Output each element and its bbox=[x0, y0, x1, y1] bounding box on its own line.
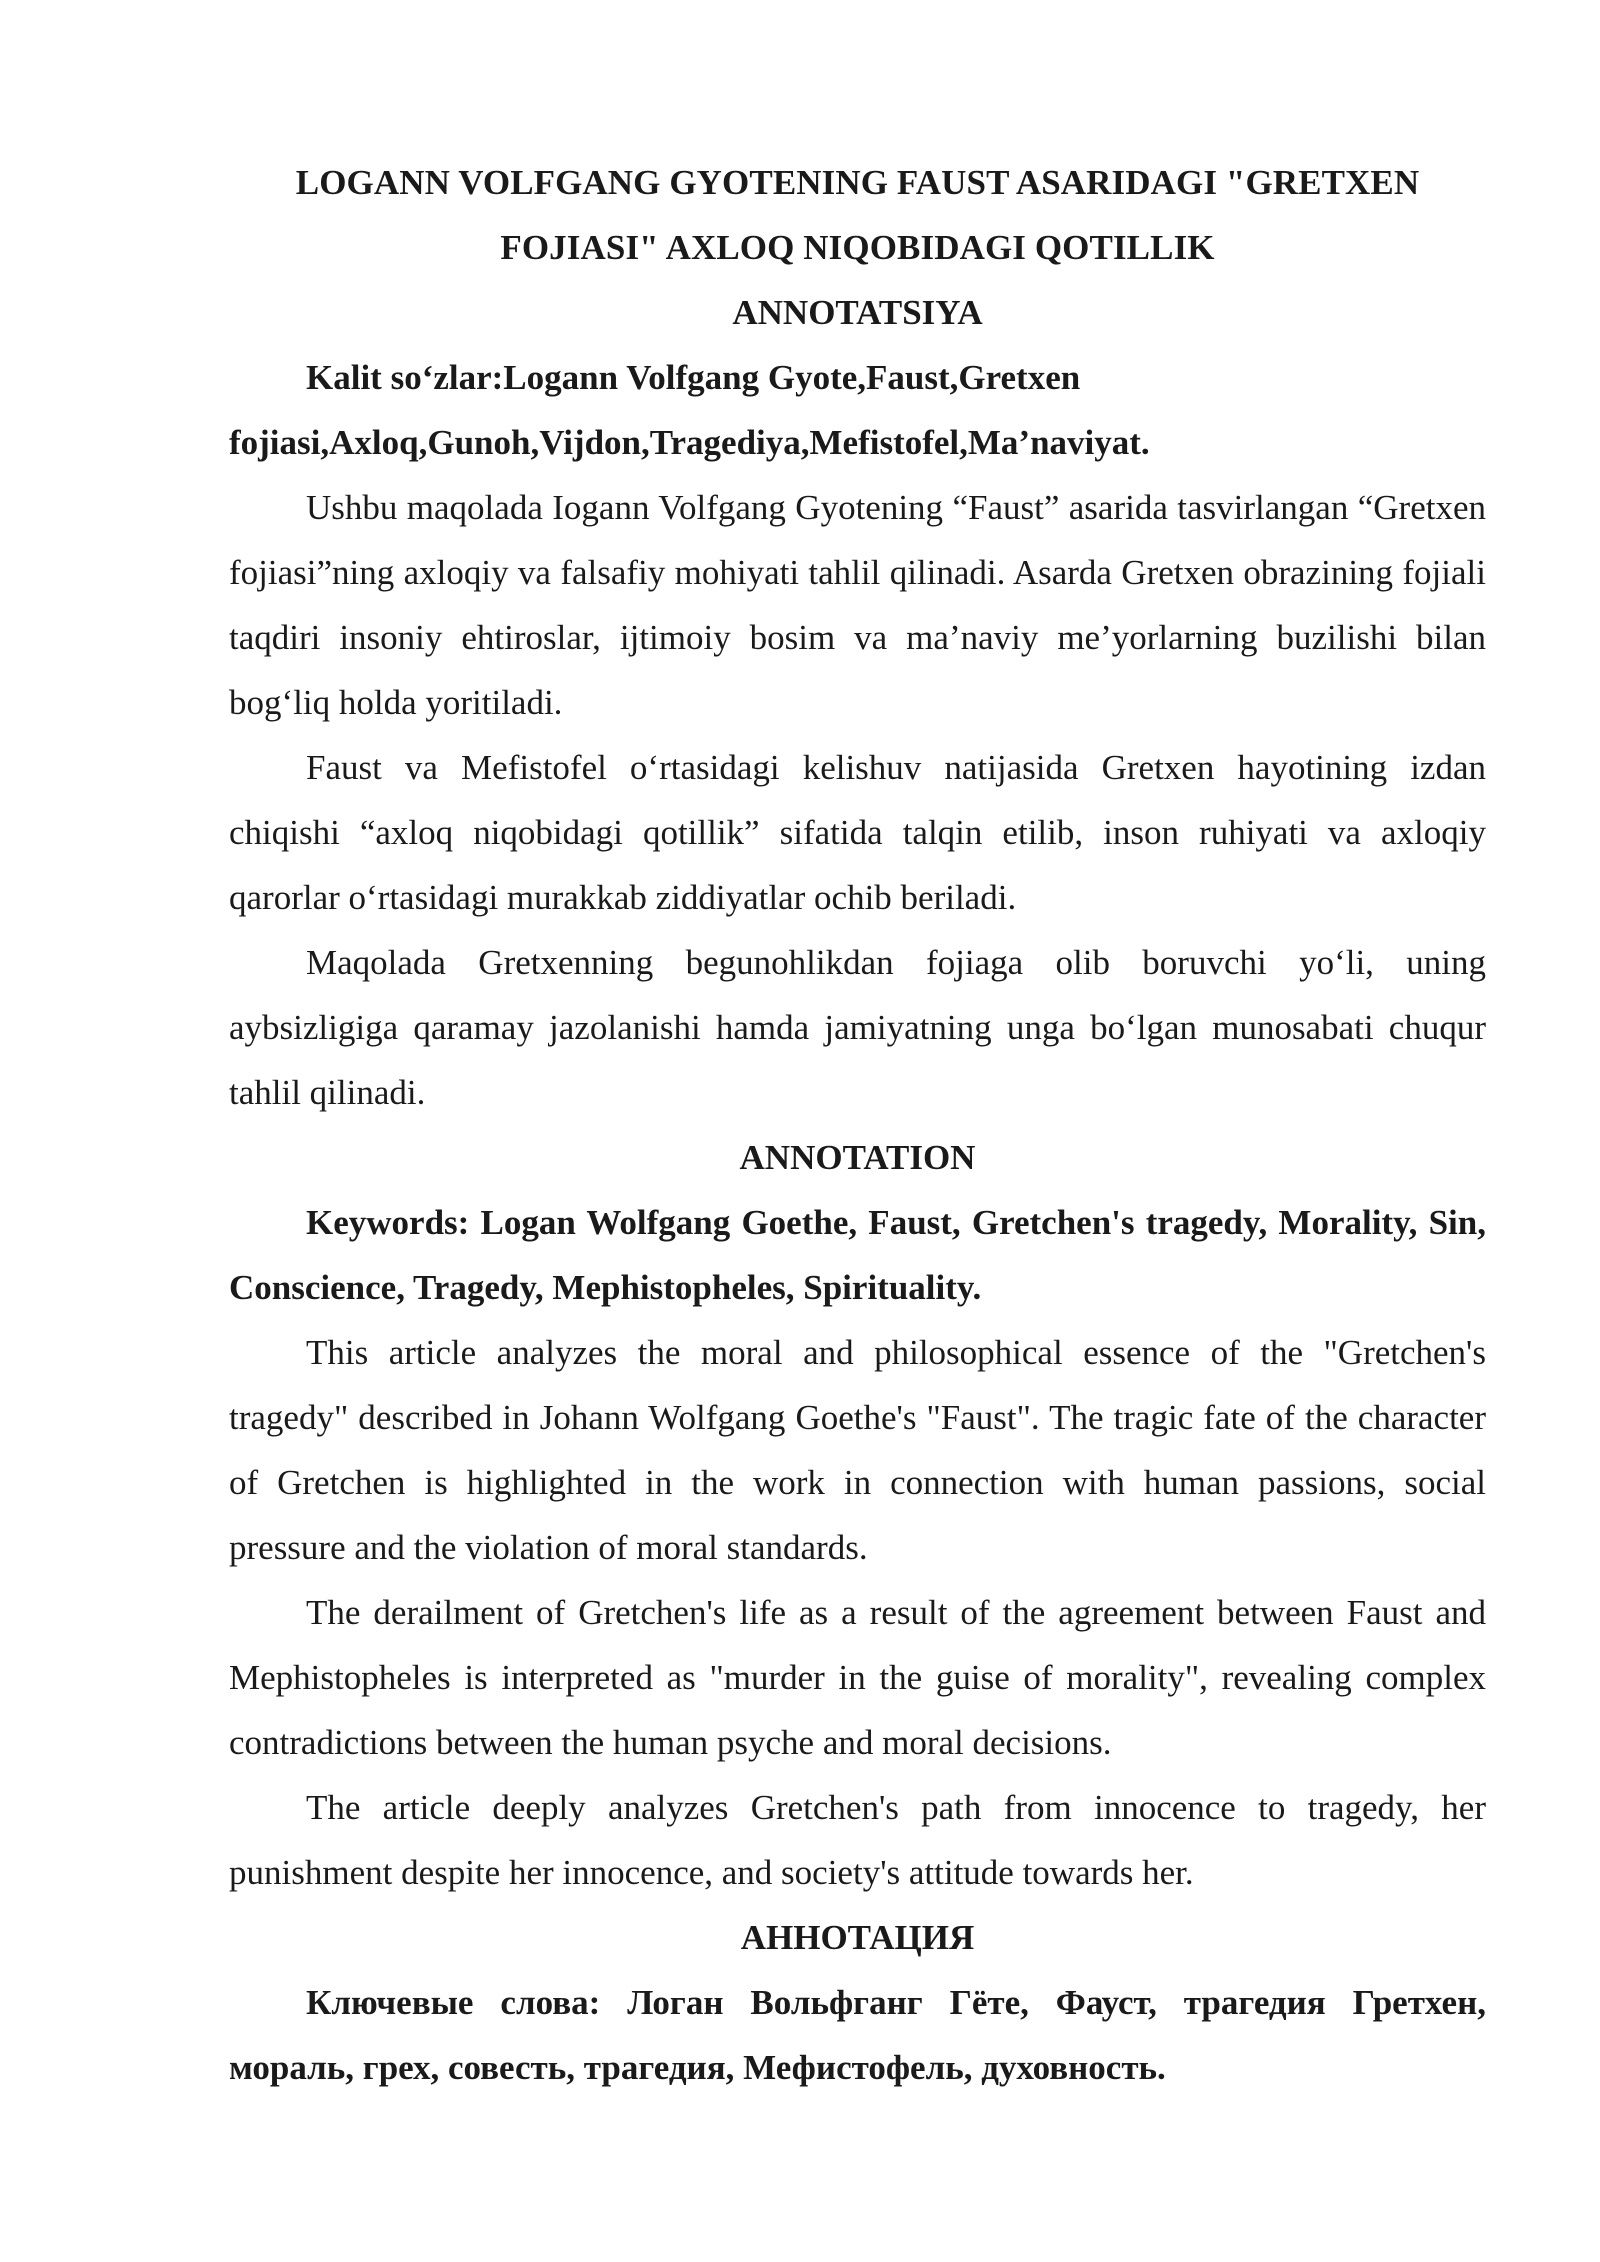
paragraph-uz-3: Maqolada Gretxenning begunohlikdan fojiaga olib boruvchi yo‘li, uning aybsizligiga qaramay jazolanishi hamda jamiyatning unga bo‘lgan munosabati chuqur tahlil qilinadi. bbox=[229, 943, 1486, 1112]
keywords-ru: Ключевые слова: Логан Вольфганг Гёте, Фауст, трагедия Гретхен, мораль, грех, совесть, трагедия, Мефистофель, духовность. bbox=[229, 1983, 1486, 2087]
document-body bbox=[229, 150, 1486, 2100]
paragraph-en-3: The article deeply analyzes Gretchen's path from innocence to tragedy, her punishment despite her innocence, and society's attitude towards her. bbox=[229, 1788, 1486, 1892]
document-title-line-1: LOGANN VOLFGANG GYOTENING FAUST ASARIDAGI "GRETXEN bbox=[295, 163, 1420, 202]
paragraph-uz-1: Ushbu maqolada Iogann Volfgang Gyotening “Faust” asarida tasvirlangan “Gretxen fojiasi”ning axloqiy va falsafiy mohiyati tahlil qilinadi. Asarda Gretxen obrazining fojiali taqdiri insoniy ehtiroslar, ijtimoiy bosim va ma’naviy me’yorlarning buzilishi bilan bog‘liq holda yoritiladi. bbox=[229, 488, 1486, 722]
paragraph-en-1: This article analyzes the moral and philosophical essence of the "Gretchen's tragedy" described in Johann Wolfgang Goethe's "Faust". The tragic fate of the character of Gretchen is highlighted in the work in connection with human passions, social pressure and the violation of moral standards. bbox=[229, 1333, 1486, 1567]
paragraph-en-2: The derailment of Gretchen's life as a result of the agreement between Faust and Mephistopheles is interpreted as "murder in the guise of morality", revealing complex contradictions between the human psyche and moral decisions. bbox=[229, 1593, 1486, 1762]
document-title-line-2: FOJIASI" AXLOQ NIQOBIDAGI QOTILLIK bbox=[500, 228, 1215, 267]
heading-annotation: ANNOTATION bbox=[739, 1138, 976, 1177]
keywords-uz: Kalit so‘zlar:Logann Volfgang Gyote,Faust,Gretxen fojiasi,Axloq,Gunoh,Vijdon,Tragediya,Mefistofel,Ma’naviyat. bbox=[229, 358, 1150, 462]
paragraph-uz-2: Faust va Mefistofel o‘rtasidagi kelishuv natijasida Gretxen hayotining izdan chiqishi “axloq niqobidagi qotillik” sifatida talqin etilib, inson ruhiyati va axloqiy qarorlar o‘rtasidagi murakkab ziddiyatlar ochib beriladi. bbox=[229, 748, 1486, 917]
keywords-en: Keywords: Logan Wolfgang Goethe, Faust, Gretchen's tragedy, Morality, Sin, Conscience, Tragedy, Mephistopheles, Spirituality. bbox=[229, 1203, 1486, 1307]
heading-annotatsiya-ru: АННОТАЦИЯ bbox=[740, 1918, 975, 1957]
heading-annotatsiya: ANNOTATSIYA bbox=[732, 293, 983, 332]
